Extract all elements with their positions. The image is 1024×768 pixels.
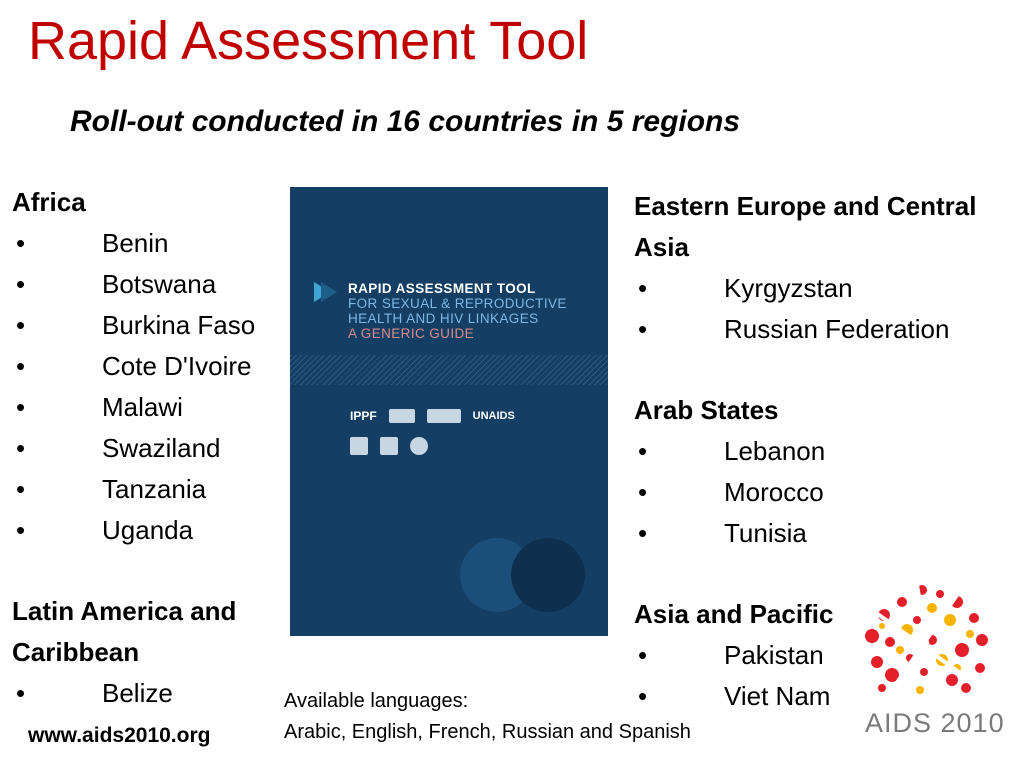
- list-item: • Cote D'Ivoire: [16, 351, 252, 381]
- list-item: • Viet Nam: [638, 681, 831, 711]
- cover-stripe: [290, 355, 608, 385]
- languages-list: Arabic, English, French, Russian and Spanish: [284, 721, 691, 743]
- region-eastern-europe: [634, 186, 1019, 350]
- unaids-logo: UNAIDS: [472, 410, 515, 422]
- list-item: • Tanzania: [16, 474, 207, 504]
- list-item: • Tunisia: [638, 518, 807, 548]
- list-item: • Pakistan: [638, 640, 824, 670]
- partner-logo-icon: [389, 409, 415, 423]
- region-latin-america: [12, 591, 282, 714]
- region-heading: Arab States: [634, 395, 779, 425]
- partner-logo-icon: [380, 437, 398, 455]
- list-item: • Malawi: [16, 392, 183, 422]
- slide-subtitle: Roll-out conducted in 16 countries in 5 regions: [70, 105, 741, 138]
- list-item: • Benin: [16, 228, 169, 258]
- partner-logo-icon: [410, 437, 428, 455]
- aids-2010-logo-text: AIDS 2010: [865, 708, 1005, 738]
- list-item: • Belize: [16, 678, 173, 708]
- list-item: • Botswana: [16, 269, 217, 299]
- list-item: • Uganda: [16, 515, 194, 545]
- guide-cover-image: [290, 187, 608, 636]
- region-heading: Latin America and Caribbean: [12, 596, 237, 667]
- arrow-icon: [321, 282, 337, 302]
- list-item: • Morocco: [638, 477, 824, 507]
- list-item: • Russian Federation: [638, 314, 950, 344]
- region-africa: [12, 182, 287, 551]
- decorative-circle: [511, 538, 585, 612]
- list-item: • Swaziland: [16, 433, 221, 463]
- website-link[interactable]: www.aids2010.org: [28, 724, 211, 747]
- list-item: • Burkina Faso: [16, 310, 256, 340]
- partner-logos-row2: [350, 437, 428, 455]
- region-arab-states: [634, 390, 994, 554]
- ippf-logo: IPPF: [350, 409, 377, 423]
- partner-logos: [350, 409, 515, 423]
- list-item: • Lebanon: [638, 436, 826, 466]
- languages-label: Available languages:: [284, 690, 469, 712]
- partner-logo-icon: [350, 437, 368, 455]
- cover-title: RAPID ASSESSMENT TOOL FOR SEXUAL & REPRODUCTIVE HEALTH AND HIV LINKAGES A GENERIC GUIDE: [348, 281, 567, 341]
- region-heading: Africa: [12, 187, 86, 217]
- available-languages: [284, 686, 691, 748]
- slide-title: Rapid Assessment Tool: [28, 11, 589, 71]
- region-heading: Asia and Pacific: [634, 599, 834, 629]
- who-logo-icon: [427, 409, 461, 423]
- region-heading: Eastern Europe and Central Asia: [634, 191, 977, 262]
- list-item: • Kyrgyzstan: [638, 273, 853, 303]
